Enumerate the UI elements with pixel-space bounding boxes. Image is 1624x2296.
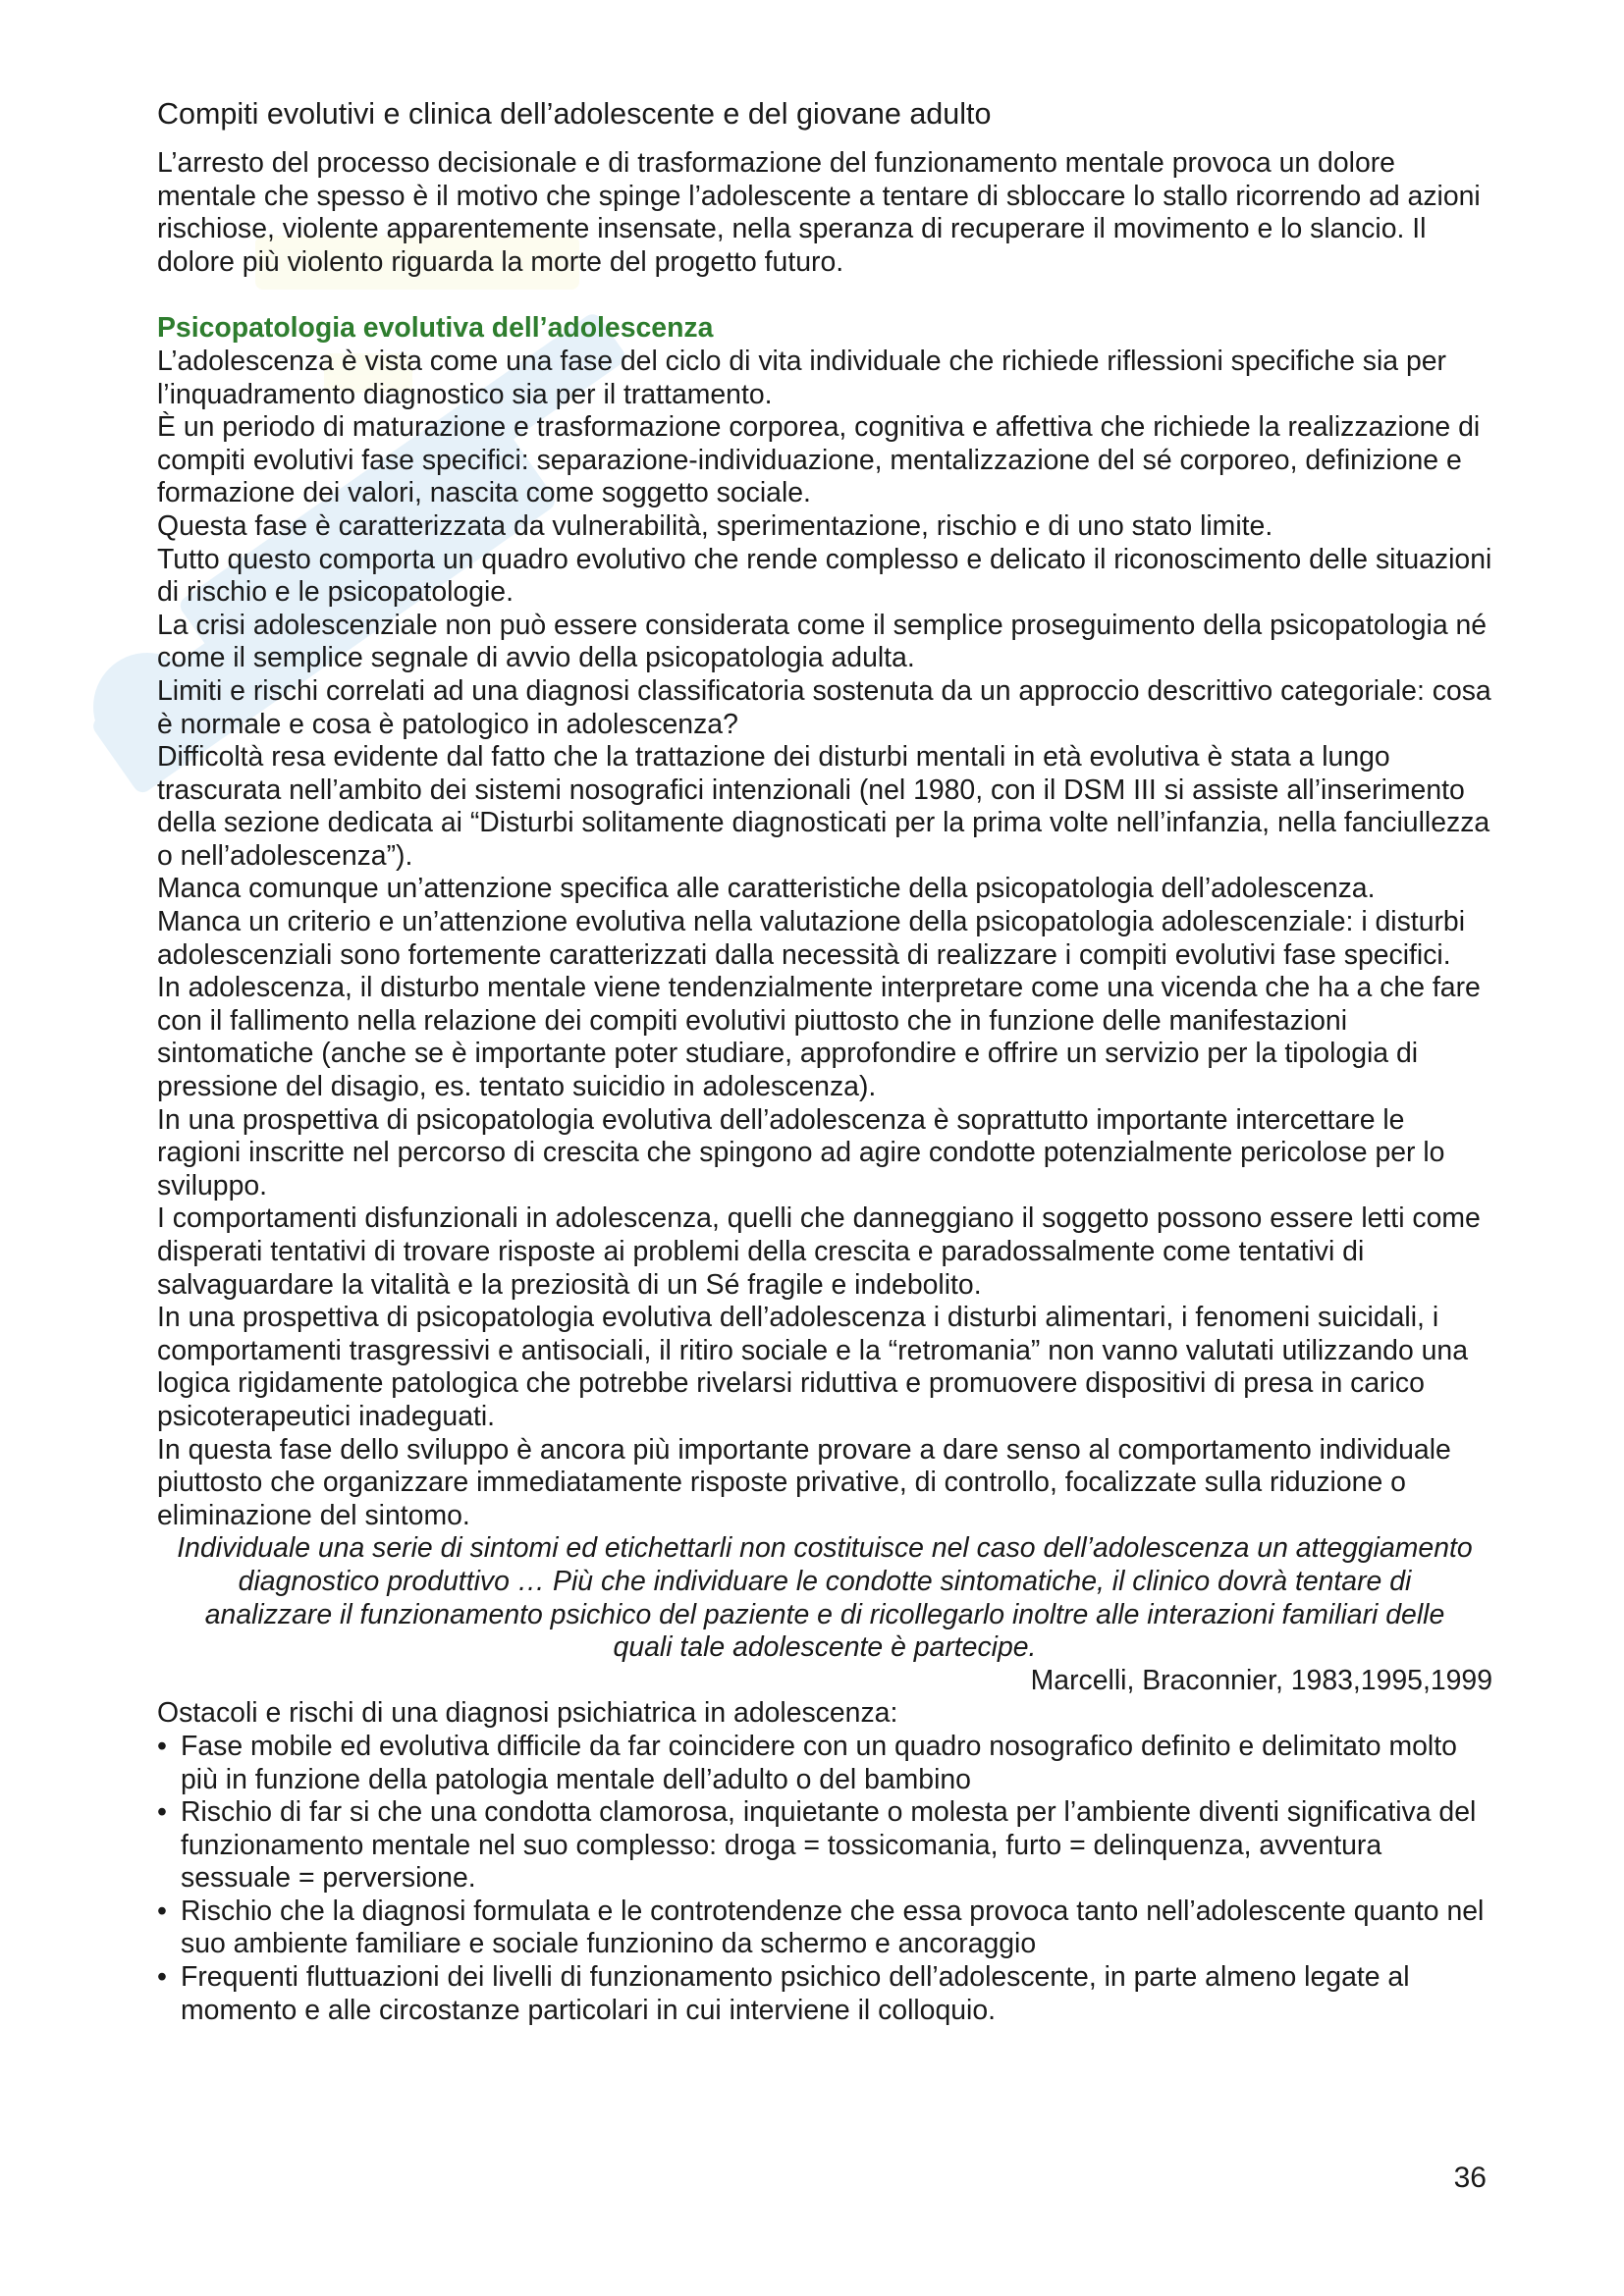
intro-paragraph: L’arresto del processo decisionale e di trasformazione del funzionamento mentale provoca un dolore mentale che spesso è il motivo che spinge l’adolescente a tentare di sbloccare lo stallo ricorrendo ad azioni rischiose, violente apparentemente insensate, nella speranza di recuperare il movimento e lo slancio. Il dolore più violento riguarda la morte del progetto futuro. <box>157 147 1481 278</box>
bullet-icon: • <box>157 1730 167 1762</box>
list-item <box>157 1896 1492 1961</box>
body-paragraph: In una prospettiva di psicopatologia evolutiva dell’adolescenza i disturbi alimentari, i fenomeni suicidali, i comportamenti trasgressivi e antisociali, il ritiro sociale e la “retromania” non vanno valutati utilizzando una logica rigidamente patologica che potrebbe rivelarsi riduttiva e promuovere dispositivi di presa in carico psicoterapeutici inadeguati. <box>157 1302 1468 1432</box>
bullet-list <box>157 1731 1492 2027</box>
body-paragraph: Limiti e rischi correlati ad una diagnosi classificatoria sostenuta da un approccio descrittivo categoriale: cosa è normale e cosa è patologico in adolescenza? <box>157 674 1491 740</box>
list-item-text: Fase mobile ed evolutiva difficile da far coincidere con un quadro nosografico definito e delimitato molto più in funzione della patologia mentale dell’adulto o del bambino <box>181 1730 1457 1795</box>
body-paragraph: Difficoltà resa evidente dal fatto che la trattazione dei disturbi mentali in età evolutiva è stata a lungo trascurata nell’ambito dei sistemi nosografici intenzionali (nel 1980, con il DSM III si assiste all’inserimento della sezione dedicata ai “Disturbi solitamente diagnosticati per la prima volte nell’infanzia, nella fanciullezza o nell’adolescenza”). <box>157 741 1490 872</box>
body-paragraph: Manca comunque un’attenzione specifica alle caratteristiche della psicopatologia dell’adolescenza. <box>157 873 1376 905</box>
body-paragraph: In adolescenza, il disturbo mentale viene tendenzialmente interpretare come una vicenda che ha a che fare con il fallimento nella relazione dei compiti evolutivi piuttosto che in funzione delle manifestazioni sintomatiche (anche se è importante poter studiare, approfondire e offrire un servizio per la tipologia di pressione del disagio, es. tentato suicidio in adolescenza). <box>157 972 1481 1103</box>
list-item-text: Rischio di far si che una condotta clamorosa, inquietante o molesta per l’ambiente diventi significativa del funzionamento mentale nel suo complesso: droga = tossicomania, furto = delinquenza, avventura sessuale = perversione. <box>181 1796 1477 1895</box>
body-paragraph: Manca un criterio e un’attenzione evolutiva nella valutazione della psicopatologia adolescenziale: i disturbi adolescenziali sono fortemente caratterizzati dalla necessità di realizzare i compiti evolutivi fase specifici. <box>157 906 1466 971</box>
page-title: Compiti evolutivi e clinica dell’adolescente e del giovane adulto <box>157 97 992 131</box>
section-heading: Psicopatologia evolutiva dell’adolescenza <box>157 312 714 345</box>
page-number: 36 <box>1453 2162 1487 2194</box>
list-item-text: Rischio che la diagnosi formulata e le controtendenze che essa provoca tanto nell’adolescente quanto nel suo ambiente familiare e sociale funzionino da schermo e ancoraggio <box>181 1895 1485 1960</box>
bullet-icon: • <box>157 1895 167 1927</box>
body-paragraph: I comportamenti disfunzionali in adolescenza, quelli che danneggiano il soggetto possono essere letti come disperati tentativi di trovare risposte ai problemi della crescita e paradossalmente come tentativi di salvaguardare la vitalità e la preziosità di un Sé fragile e indebolito. <box>157 1202 1481 1301</box>
list-intro: Ostacoli e rischi di una diagnosi psichiatrica in adolescenza: <box>157 1697 898 1730</box>
body-paragraph: L’adolescenza è vista come una fase del ciclo di vita individuale che richiede riflessioni specifiche sia per l’inquadramento diagnostico sia per il trattamento. <box>157 345 1446 410</box>
bullet-icon: • <box>157 1796 167 1829</box>
body-paragraph: È un periodo di maturazione e trasformazione corporea, cognitiva e affettiva che richiede la realizzazione di compiti evolutivi fase specifici: separazione-individuazione, mentalizzazione del sé corporeo, definizione e formazione dei valori, nascita come soggetto sociale. <box>157 411 1481 509</box>
body-paragraph: La crisi adolescenziale non può essere considerata come il semplice proseguimento della psicopatologia né come il semplice segnale di avvio della psicopatologia adulta. <box>157 609 1488 674</box>
list-item <box>157 1731 1492 1796</box>
bullet-icon: • <box>157 1961 167 1994</box>
body-paragraph: In questa fase dello sviluppo è ancora più importante provare a dare senso al comportamento individuale piuttosto che organizzare immediatamente risposte privative, di controllo, focalizzate sulla riduzione o eliminazione del sintomo. <box>157 1433 1451 1531</box>
block-quote: Individuale una serie di sintomi ed etichettarli non costituisce nel caso dell’adolescenza un atteggiamento diagnostico produttivo … Più che individuare le condotte sintomatiche, il clinico dovrà tentare di analizzare il funzionamento psichico del paziente e di ricollegarlo inoltre alle interazioni familiari delle quali tale adolescente è partecipe. <box>177 1532 1473 1664</box>
body-paragraph: Tutto questo comporta un quadro evolutivo che rende complesso e delicato il riconoscimento delle situazioni di rischio e le psicopatologie. <box>157 543 1492 609</box>
list-item-text: Frequenti fluttuazioni dei livelli di funzionamento psichico dell’adolescente, in parte almeno legate al momento e alle circostanze particolari in cui interviene il colloquio. <box>181 1961 1410 2026</box>
list-item <box>157 1961 1492 2027</box>
body-paragraph: Questa fase è caratterizzata da vulnerabilità, sperimentazione, rischio e di uno stato limite. <box>157 509 1273 542</box>
document-page <box>157 94 1492 2027</box>
body-paragraph: In una prospettiva di psicopatologia evolutiva dell’adolescenza è soprattutto importante intercettare le ragioni inscritte nel percorso di crescita che spingono ad agire condotte potenzialmente pericolose per lo sviluppo. <box>157 1103 1445 1201</box>
list-item <box>157 1796 1492 1896</box>
quote-source: Marcelli, Braconnier, 1983,1995,1999 <box>1030 1664 1492 1696</box>
